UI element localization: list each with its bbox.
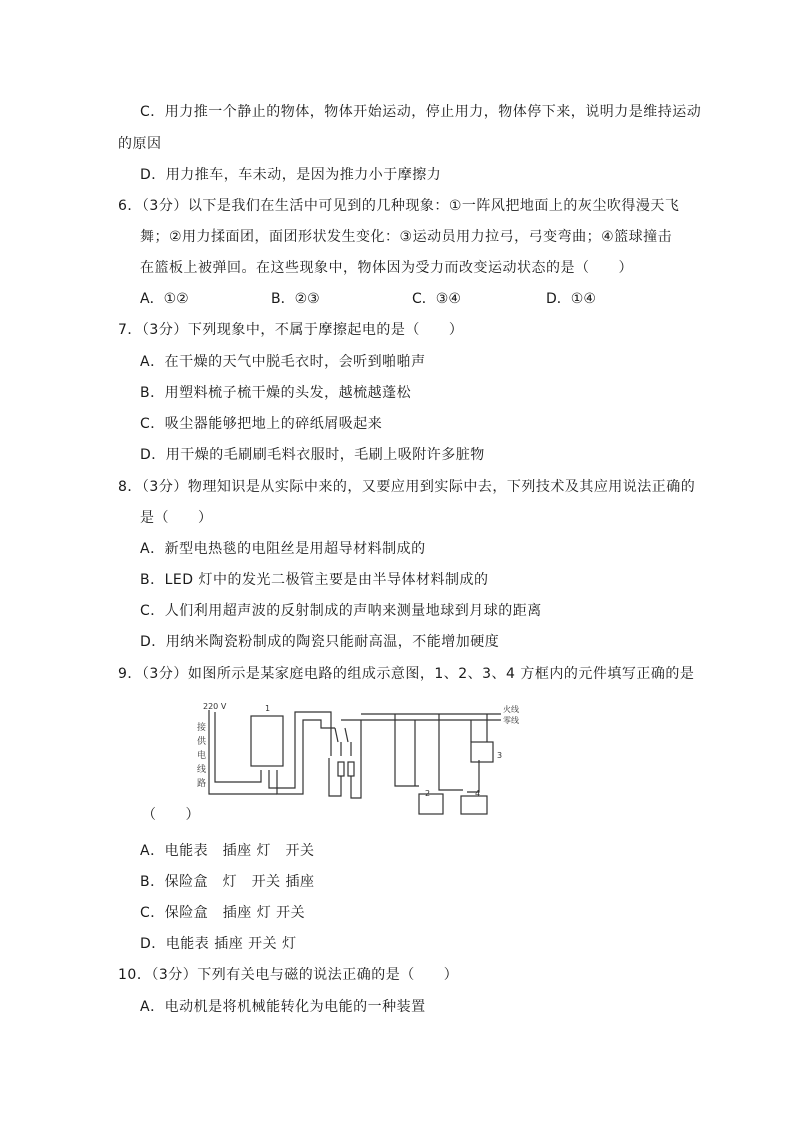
household-circuit-diagram — [195, 698, 525, 822]
q7-option-d: D．用干燥的毛刷刷毛料衣服时，毛刷上吸附许多脏物 — [140, 447, 485, 463]
q9-option-b: B．保险盒 灯 开关 插座 — [140, 874, 315, 890]
q8-stem-line1: 8．（3分）物理知识是从实际中来的，又要应用到实际中去，下列技术及其应用说法正确的 — [118, 479, 696, 495]
q6-option-a: A．①② — [140, 291, 189, 307]
q6-stem-line3: 在篮板上被弹回。在这些现象中，物体因为受力而改变运动状态的是（ ） — [140, 260, 633, 276]
box1-label: 1 — [265, 704, 271, 713]
box3-label: 3 — [497, 751, 503, 760]
q10-stem: 10．（3分）下列有关电与磁的说法正确的是（ ） — [118, 967, 459, 983]
box2-label: 2 — [425, 789, 431, 798]
q6-option-d: D．①④ — [546, 291, 596, 307]
q7-option-b: B．用塑料梳子梳干燥的头发，越梳越蓬松 — [140, 385, 412, 401]
q6-option-c: C．③④ — [412, 291, 461, 307]
q8-option-c: C．人们利用超声波的反射制成的声呐来测量地球到月球的距离 — [140, 603, 542, 619]
supply-char-4: 线 — [197, 765, 207, 775]
q8-option-a: A．新型电热毯的电阻丝是用超导材料制成的 — [140, 541, 426, 557]
q10-option-a: A．电动机是将机械能转化为电能的一种装置 — [140, 999, 426, 1015]
q6-option-b: B．②③ — [271, 291, 320, 307]
q9-option-c: C．保险盒 插座 灯 开关 — [140, 905, 306, 921]
q8-stem-line2: 是（ ） — [140, 510, 213, 526]
q7-stem: 7．（3分）下列现象中，不属于摩擦起电的是（ ） — [118, 322, 464, 338]
supply-char-2: 供 — [197, 737, 207, 747]
q5-option-c-line1: C．用力推一个静止的物体，物体开始运动，停止用力，物体停下来，说明力是维持运动 — [140, 104, 702, 120]
box4-label: 4 — [475, 789, 481, 798]
supply-char-1: 接 — [197, 723, 207, 733]
neutral-wire-label: 零线 — [503, 716, 519, 725]
q5-option-c-line2: 的原因 — [118, 136, 162, 152]
supply-char-3: 电 — [197, 751, 207, 761]
q9-stem: 9．（3分）如图所示是某家庭电路的组成示意图，1、2、3、4 方框内的元件填写正确的是 — [118, 666, 695, 682]
q9-answer-paren: （ ） — [142, 807, 200, 823]
supply-char-5: 路 — [197, 779, 207, 789]
voltage-label: 220 V — [203, 702, 227, 711]
q7-option-a: A．在干燥的天气中脱毛衣时，会听到啪啪声 — [140, 354, 426, 370]
q5-option-d: D．用力推车，车未动，是因为推力小于摩擦力 — [140, 167, 442, 183]
live-wire-label: 火线 — [503, 705, 519, 714]
q7-option-c: C．吸尘器能够把地上的碎纸屑吸起来 — [140, 416, 383, 432]
q6-stem-line1: 6．（3分）以下是我们在生活中可见到的几种现象：①一阵风把地面上的灰尘吹得漫天飞 — [118, 198, 680, 214]
q9-option-d: D．电能表 插座 开关 灯 — [140, 936, 297, 952]
q8-option-d: D．用纳米陶瓷粉制成的陶瓷只能耐高温，不能增加硬度 — [140, 634, 500, 650]
q8-option-b: B．LED 灯中的发光二极管主要是由半导体材料制成的 — [140, 572, 489, 588]
q9-option-a: A．电能表 插座 灯 开关 — [140, 843, 315, 859]
q6-stem-line2: 舞；②用力揉面团，面团形状发生变化：③运动员用力拉弓，弓变弯曲；④篮球撞击 — [140, 229, 673, 245]
